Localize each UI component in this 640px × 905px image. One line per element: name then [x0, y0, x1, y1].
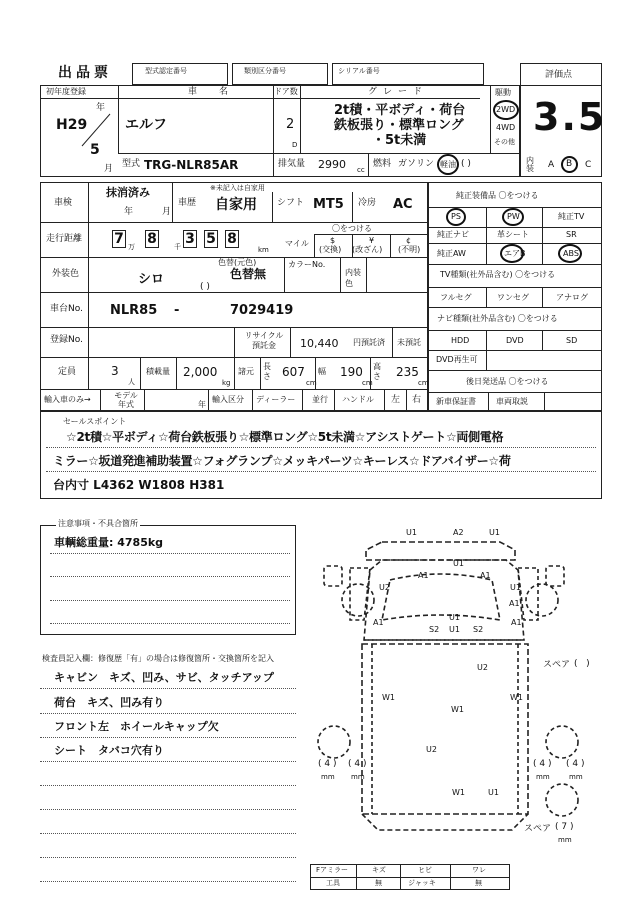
- shift-label: シフト: [277, 198, 305, 208]
- mileage-unit-sen: 千: [174, 243, 181, 251]
- recycle-amount: 10,440: [300, 337, 339, 350]
- mileage-digit-2: 8: [145, 230, 159, 248]
- grade-label: グレード: [368, 87, 429, 97]
- recycle-unpaid: 未預託: [397, 338, 421, 347]
- history-note: ※未記入は自家用: [210, 184, 265, 192]
- displacement: 2990: [318, 158, 346, 171]
- mileage-digit-3: 3: [183, 230, 197, 248]
- recycle-unit: 円預託済: [353, 338, 385, 347]
- length: 607: [282, 365, 305, 379]
- reg-no-label: 登録No.: [50, 335, 83, 345]
- tire-depth: ( 4 ): [533, 759, 552, 769]
- navi-dvd: DVD: [506, 336, 524, 345]
- mileage-opt-2: ¥: [369, 236, 375, 245]
- dmg-code: W1: [452, 788, 465, 797]
- inspector-line-1: キャビン キズ、凹み、サビ、タッチアップ: [54, 671, 274, 684]
- repaint-paren: ( ): [200, 282, 210, 292]
- truck-diagram: [300, 520, 600, 865]
- equip-navi: 純正ナビ: [437, 230, 469, 239]
- capacity: 3: [111, 364, 119, 378]
- length-label: 長さ: [263, 362, 271, 381]
- notes-label: 注意事項・不具合箇所: [58, 519, 138, 528]
- dmg-code: U1: [510, 583, 521, 592]
- sales-line-3: 台内寸 L4362 W1808 H381: [53, 478, 225, 492]
- equip-pw: PW: [507, 212, 520, 221]
- interior-b: B: [566, 159, 573, 169]
- mileage-opt-label-2: (改ざん): [352, 245, 383, 254]
- fuel-other: ( ): [461, 159, 471, 169]
- mm-unit: mm: [536, 773, 550, 781]
- tire-depth: ( 7 ): [555, 822, 574, 832]
- dmg-code: A1: [373, 618, 384, 627]
- shift: MT5: [313, 197, 344, 212]
- spare-label: スペア: [543, 660, 571, 670]
- dmg-code: S2: [473, 625, 484, 634]
- spare-label-2: スペア: [524, 824, 552, 834]
- mileage-opt-1: $: [330, 236, 336, 245]
- load-unit: kg: [222, 379, 231, 387]
- dmg-code: U1: [489, 528, 500, 537]
- form-title: 出品票: [58, 65, 112, 81]
- reg-year: H29: [56, 117, 88, 133]
- cc-unit: cc: [357, 166, 365, 174]
- doors-label: ドア数: [274, 87, 298, 96]
- footer-value-1: 工具: [326, 879, 340, 887]
- chassis-number: 7029419: [230, 303, 294, 318]
- navi-sd: SD: [566, 336, 578, 345]
- exterior-label: 外装色: [52, 269, 80, 279]
- mileage-opt-label-3: (不明): [398, 245, 421, 254]
- import-opt-parallel: 並行: [312, 395, 328, 404]
- mileage-mile-label: マイル: [285, 239, 309, 248]
- mm-unit: mm: [321, 773, 335, 781]
- navi-hdd: HDD: [451, 336, 470, 345]
- tv-analog: アナログ: [556, 293, 588, 302]
- equip-aw: 純正AW: [437, 249, 466, 258]
- doors-unit: D: [292, 141, 298, 149]
- footer-header-3: ヒビ: [418, 866, 432, 874]
- width: 190: [340, 365, 363, 379]
- fuel-label: 燃料: [373, 159, 392, 169]
- color: シロ: [138, 272, 165, 287]
- interior-color-label: 内装色: [345, 268, 361, 288]
- load-label: 積載量: [146, 367, 170, 376]
- dmg-code: A1: [480, 571, 491, 580]
- drive-4wd: 4WD: [496, 123, 516, 132]
- rating-value: 3.5: [533, 95, 607, 139]
- footer-header-4: ワレ: [472, 866, 486, 874]
- equip-abs: ABS: [563, 249, 579, 258]
- model-year-unit: 年: [198, 400, 206, 409]
- fuel: ガソリン: [398, 159, 435, 169]
- tire-depth: ( 4 ): [566, 759, 585, 769]
- import-type-label: 輸入区分: [212, 395, 244, 404]
- inspection-month-unit: 月: [162, 207, 172, 217]
- footer-value-2: 無: [375, 879, 382, 887]
- mileage-digit-4: 5: [204, 230, 218, 248]
- inspection-status: 抹消済み: [106, 186, 150, 199]
- model: TRG-NLR85AR: [144, 158, 239, 172]
- interior-label: 内装: [526, 156, 534, 173]
- width-unit: cm: [362, 379, 373, 387]
- year-unit: 年: [96, 103, 106, 113]
- height: 235: [396, 365, 419, 379]
- dmg-code: U2: [426, 745, 437, 754]
- load: 2,000: [183, 365, 218, 379]
- grade-line1: 2t積・平ボディ・荷台: [334, 103, 466, 118]
- class-label: 類別区分番号: [244, 67, 286, 75]
- sales-points-label: セールスポイント: [63, 417, 127, 426]
- mm-unit: mm: [569, 773, 583, 781]
- rating-label: 評価点: [545, 70, 573, 80]
- import-opt-dealer: ディーラー: [256, 395, 296, 404]
- tire-depth: ( 4 ): [348, 759, 367, 769]
- tv-oneseg: ワンセグ: [497, 293, 529, 302]
- dmg-code: A2: [453, 528, 464, 537]
- equip-leather: 革シート: [497, 230, 529, 239]
- drive-label: 駆動: [495, 88, 511, 97]
- history: 自家用: [215, 197, 257, 213]
- capacity-unit: 人: [128, 378, 135, 386]
- interior-c: C: [585, 160, 592, 170]
- mileage-opt-3: ¢: [406, 236, 412, 245]
- length-unit: cm: [306, 379, 317, 387]
- mileage-unit-man: 万: [128, 243, 135, 251]
- chassis-prefix: NLR85: [110, 303, 158, 318]
- tv-fullseg: フルセグ: [440, 293, 472, 302]
- genuine-title: 純正装備品 〇をつける: [456, 191, 539, 200]
- tire-depth: ( 4 ): [318, 759, 337, 769]
- navi-title: ナビ種類(社外品含む) 〇をつける: [437, 314, 558, 323]
- color-no-label: カラーNo.: [288, 260, 326, 269]
- dmg-code: U2: [379, 583, 390, 592]
- dvd-play: DVD再生可: [436, 355, 478, 364]
- dmg-code: A1: [509, 599, 520, 608]
- dmg-code: W1: [451, 705, 464, 714]
- inspector-line-3: フロント左 ホイールキャップ欠: [54, 720, 219, 733]
- dmg-code: U1: [449, 613, 460, 622]
- dmg-code: U2: [477, 663, 488, 672]
- mileage-label: 走行距離: [46, 234, 83, 244]
- car-name: エルフ: [125, 117, 167, 133]
- inspector-line-4: シート タバコ穴有り: [54, 744, 164, 757]
- mileage-note: 〇をつける: [332, 224, 372, 233]
- height-unit: cm: [418, 379, 429, 387]
- equip-airbag: エアB: [504, 249, 526, 258]
- inspector-label: 検査員記入欄：修復歴「有」の場合は修復箇所・交換箇所を記入: [42, 654, 274, 663]
- type-cert-label: 型式認定番号: [145, 67, 187, 75]
- capacity-label: 定員: [58, 367, 77, 377]
- inspection-label: 車検: [54, 198, 73, 208]
- equip-ps: PS: [451, 212, 461, 221]
- notes-line-1: 車輌総重量: 4785kg: [54, 536, 164, 549]
- car-name-label: 車名: [188, 87, 251, 97]
- mileage-digit-1: 7: [112, 230, 126, 248]
- dmg-code: S2: [429, 625, 440, 634]
- history-label: 車歴: [178, 198, 197, 208]
- chassis-dash: -: [174, 303, 180, 318]
- doors: 2: [286, 117, 295, 132]
- interior-a: A: [548, 160, 555, 170]
- first-reg-label: 初年度登録: [46, 87, 86, 96]
- drive-other: その他: [494, 138, 515, 146]
- warranty: 新車保証書: [436, 397, 476, 406]
- month-unit: 月: [104, 164, 114, 174]
- dmg-code: U1: [488, 788, 499, 797]
- dmg-code: U1: [449, 625, 460, 634]
- sales-line-2: ミラー☆坂道発進補助装置☆フォグランプ☆メッキパーツ☆キーレス☆ドアバイザー☆荷: [53, 454, 511, 468]
- mm-unit: mm: [351, 773, 365, 781]
- inspection-year-unit: 年: [124, 207, 134, 217]
- handle-label: ハンドル: [342, 395, 374, 404]
- footer-value-4: 無: [475, 879, 482, 887]
- drive-2wd: 2WD: [496, 105, 516, 114]
- repaint: 色替無: [230, 267, 267, 281]
- equip-tv: 純正TV: [558, 212, 585, 221]
- dmg-code: U1: [406, 528, 417, 537]
- chassis-label: 車台No.: [50, 304, 83, 314]
- spare-paren: ( ): [574, 659, 590, 669]
- equip-sr: SR: [566, 230, 577, 239]
- reg-month: 5: [90, 142, 100, 158]
- dmg-code: A1: [418, 571, 429, 580]
- dmg-code: U1: [453, 559, 464, 568]
- tv-title: TV種類(社外品含む) 〇をつける: [440, 270, 556, 279]
- footer-value-3: ジャッキ: [408, 879, 436, 887]
- handle-right: 右: [412, 395, 422, 405]
- manual: 車両取説: [496, 397, 528, 406]
- import-label: 輸入車のみ→: [44, 395, 91, 404]
- dmg-code: W1: [382, 693, 395, 702]
- model-label: 型式: [122, 159, 141, 169]
- repaint-label: 色替(元色): [218, 258, 257, 267]
- width-label: 幅: [318, 367, 326, 376]
- grade-line3: ・5t未満: [372, 133, 427, 148]
- ac: AC: [393, 197, 413, 212]
- fuel-light: 軽油: [440, 160, 456, 169]
- inspector-line-2: 荷台 キズ、凹み有り: [54, 696, 165, 709]
- dmg-code: W1: [510, 693, 523, 702]
- height-label: 高さ: [373, 362, 381, 381]
- mileage-digit-5: 8: [225, 230, 239, 248]
- serial-label: シリアル番号: [338, 67, 380, 75]
- ac-label: 冷房: [358, 198, 377, 208]
- footer-header-2: キズ: [372, 866, 386, 874]
- mileage-unit-km: km: [258, 246, 269, 254]
- spec-label: 諸元: [238, 367, 254, 376]
- mileage-opt-label-1: (交換): [319, 245, 342, 254]
- displacement-label: 排気量: [278, 159, 306, 169]
- aftermarket-title: 後日発送品 〇をつける: [466, 377, 549, 386]
- sales-line-1: ☆2t積☆平ボディ☆荷台鉄板張り☆標準ロング☆5t未満☆アシストゲート☆両側電格: [66, 430, 504, 444]
- mm-unit: mm: [558, 836, 572, 844]
- footer-header-1: Fアミラー: [316, 866, 349, 874]
- recycle-label: リサイクル預託金: [244, 331, 284, 350]
- grade-line2: 鉄板張り・標準ロング: [334, 118, 464, 133]
- handle-left: 左: [391, 395, 401, 405]
- dmg-code: A1: [511, 618, 522, 627]
- model-year-label: モデル年式: [114, 391, 138, 409]
